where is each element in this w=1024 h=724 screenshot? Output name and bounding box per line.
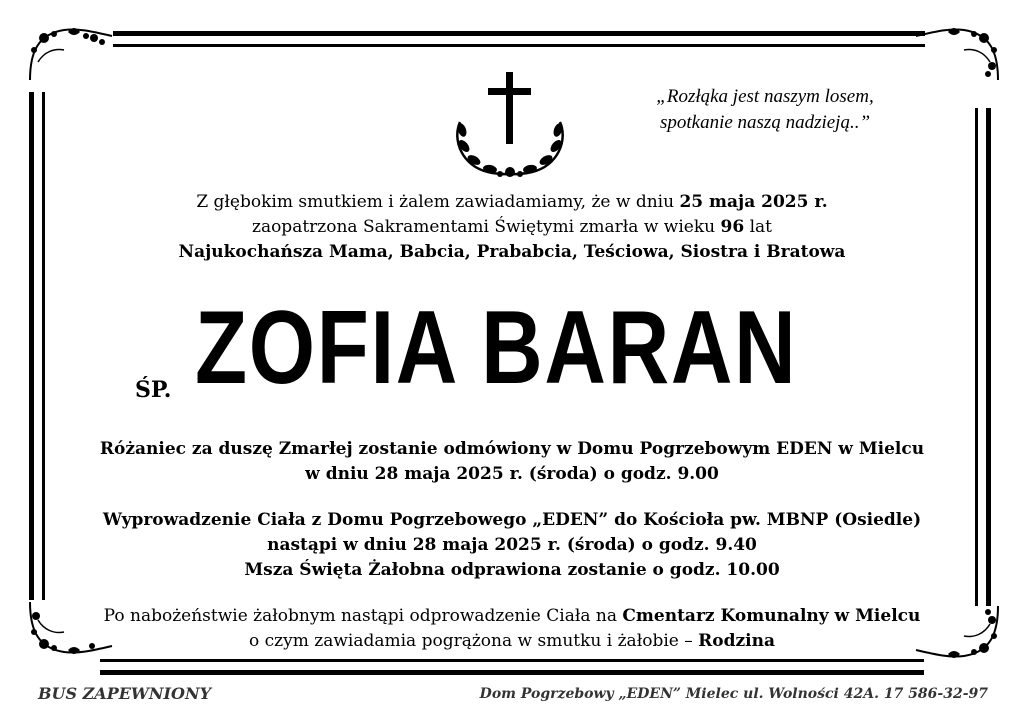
frame-bottom-outer [100,670,924,675]
burial-info [60,604,964,654]
family-roles: Najukochańsza Mama, Babcia, Prababcia, Teściowa, Siostra i Bratowa [178,242,846,262]
procession-info [60,508,964,583]
procession-line-2: nastąpi w dniu 28 maja 2025 r. (środa) o godz. 9.40 [267,535,757,555]
intro-line-1 [60,190,964,215]
intro-line-3 [60,240,964,265]
burial-line-1-text: Po nabożeństwie żałobnym nastąpi odprowadzenie Ciała na [103,606,623,626]
procession-line-3: Msza Święta Żałobna odprawiona zostanie o godz. 10.00 [244,560,780,580]
deceased-prefix: ŚP. [135,377,172,403]
rosary-info [60,437,964,487]
quote [600,84,930,136]
burial-line-1 [60,604,964,629]
bus-notice: BUS ZAPEWNIONY [38,684,211,703]
frame-bottom-inner [100,659,924,662]
funeral-home-contact: Dom Pogrzebowy „EDEN” Mielec ul. Wolności 42A. 17 586-32-97 [479,686,988,702]
intro-line-1-text: Z głębokim smutkiem i żalem zawiadamiamy, że w dniu [196,192,680,212]
burial-line-2-text: o czym zawiadamia pogrążona w smutku i żałobie – [249,631,699,651]
deceased-name: ZOFIA BARAN [195,290,798,406]
rosary-line-1: Różaniec za duszę Zmarłej zostanie odmówiony w Domu Pogrzebowym EDEN w Mielcu [99,439,925,459]
family-signature: Rodzina [698,631,775,651]
death-date: 25 maja 2025 r. [679,192,828,212]
announcement-intro [60,190,964,265]
procession-line-1: Wyprowadzenie Ciała z Domu Pogrzebowego „EDEN” do Kościoła pw. MBNP (Osiedle) [102,510,922,530]
age-suffix: lat [744,217,772,237]
floral-corner-ornament-icon [914,22,1004,82]
floral-corner-ornament-icon [24,22,114,82]
quote-line-2: spotkanie naszą nadzieją..” [659,112,871,133]
frame-right-outer [986,108,991,606]
frame-left-outer [29,92,34,600]
quote-line-1: „Rozłąka jest naszym losem, [656,86,874,107]
frame-right-inner [975,108,978,606]
intro-line-2 [60,215,964,240]
frame-left-inner [42,92,45,600]
age: 96 [720,217,745,237]
cross-with-wreath-icon [448,70,572,180]
cemetery-name: Cmentarz Komunalny w Mielcu [622,606,921,626]
frame-top-inner [113,44,925,47]
rosary-line-2: w dniu 28 maja 2025 r. (środa) o godz. 9.00 [305,464,719,484]
frame-top-outer [113,31,925,36]
intro-line-2-text: zaopatrzona Sakramentami Świętymi zmarła w wieku [251,217,721,237]
burial-line-2 [60,629,964,654]
